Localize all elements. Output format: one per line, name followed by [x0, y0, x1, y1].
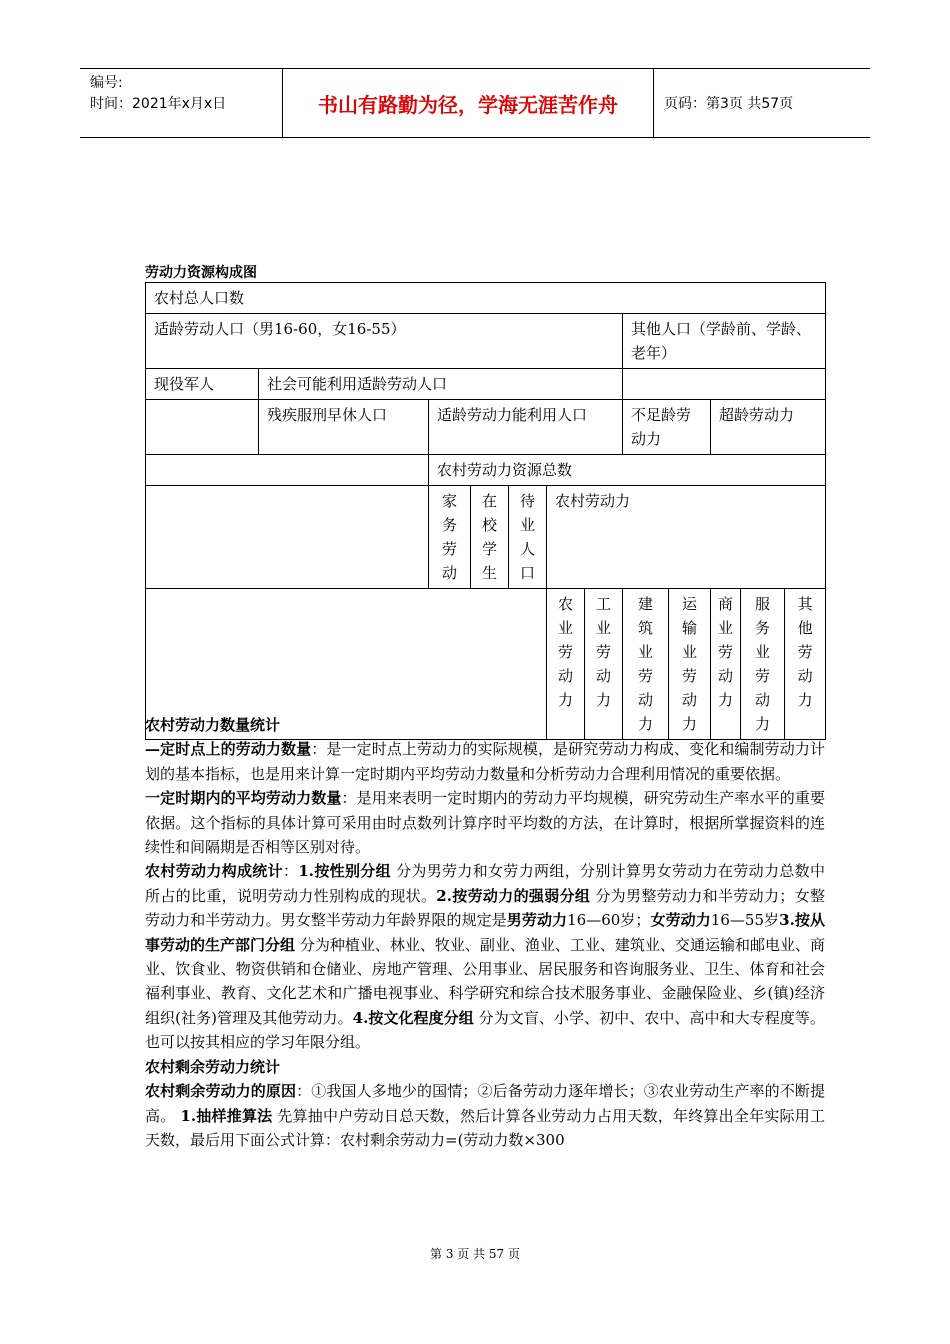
sector-other-cell: 其 他 劳 动 力 [785, 589, 826, 740]
sector-commerce-cell: 商 业 劳 动 力 [711, 589, 741, 740]
unemployed-cell: 待 业 人 口 [509, 486, 547, 589]
working-age-cell: 适龄劳动人口（男16-60，女16-55） [146, 314, 623, 369]
section-heading: 农村劳动力数量统计 [145, 716, 281, 734]
total-labor-resources-cell: 农村劳动力资源总数 [429, 455, 826, 486]
time-label: 时间：2021年x月x日 [90, 96, 227, 112]
students-cell: 在 校 学 生 [471, 486, 509, 589]
soldiers-cell: 现役军人 [146, 369, 259, 400]
total-population-cell: 农村总人口数 [146, 283, 826, 314]
sector-construction-cell: 建 筑 业 劳 动 力 [623, 589, 669, 740]
sector-service-cell: 服 务 业 劳 动 力 [741, 589, 785, 740]
paragraph: 农村剩余劳动力的原因：①我国人多地少的国情；②后备劳动力逐年增长；③农业劳动生产率的不断提高。 1.抽样推算法 先算抽中户劳动日总天数，然后计算各业劳动力占用天数，年终算出全年实际用工天数，最后用下面公式计算：农村剩余劳动力=(劳动力数×300 [145, 1082, 825, 1149]
other-population-cell: 其他人口（学龄前、学龄、老年） [623, 314, 826, 369]
empty-cell [146, 400, 259, 455]
rural-labor-cell: 农村劳动力 [547, 486, 826, 589]
header-meta [80, 69, 283, 137]
underage-labor-cell: 不足龄劳动力 [623, 400, 711, 455]
sector-industry-cell: 工 业 劳 动 力 [585, 589, 623, 740]
housework-cell: 家 务 劳 动 [429, 486, 471, 589]
empty-cell [146, 486, 429, 589]
header-motto: 书山有路勤为径，学海无涯苦作舟 [283, 69, 654, 137]
paragraph: 农村劳动力构成统计：1.按性别分组 分为男劳力和女劳力两组，分别计算男女劳动力在劳动力总数中所占的比重，说明劳动力性别构成的现状。2.按劳动力的强弱分组 分为男整劳动力和半劳动力；女整劳动力和半劳动力。男女整半劳动力年龄界限的规定是男劳动力16—60岁；女劳动力16—55岁3.按从事劳动的生产部门分组 分为种植业、林业、牧业、副业、渔业、工业、建筑业、交通运输和邮电业、商业、饮食业、物资供销和仓储业、房地产管理、公用事业、居民服务和咨询服务业、卫生、体育和社会福利事业、教育、文化艺术和广播电视事业、科学研究和综合技术服务事业、金融保险业、乡(镇)经济组织(社务)管理及其他劳动力。4.按文化程度分组 分为文盲、小学、初中、农中、高中和大专程度等。也可以按其相应的学习年限分组。 [145, 862, 825, 1052]
labor-structure-diagram [145, 282, 826, 740]
diagram-title: 劳动力资源构成图 [145, 265, 257, 281]
usable-working-age-cell: 社会可能利用适龄劳动人口 [259, 369, 623, 400]
header-page-info: 页码：第3页 共57页 [664, 96, 794, 112]
page-header [80, 68, 870, 138]
page-footer: 第 3 页 共 57 页 [430, 1247, 520, 1261]
section-heading: 农村剩余劳动力统计 [145, 1057, 281, 1076]
paragraph: 一定时期内的平均劳动力数量：是用来表明一定时期内的劳动力平均规模，研究劳动生产率水平的重要依据。这个指标的具体计算可采用由时点数列计算序时平均数的方法，在计算时，根据所掌握资料的连续性和间隔期是否相等区别对待。 [145, 789, 825, 857]
empty-cell [146, 455, 429, 486]
body-text [145, 713, 825, 1152]
number-label: 编号: [90, 75, 123, 91]
empty-cell [623, 369, 826, 400]
paragraph: —定时点上的劳动力数量：是一定时点上劳动力的实际规模，是研究劳动力构成、变化和编制劳动力计划的基本指标，也是用来计算一定时期内平均劳动力数量和分析劳动力合理利用情况的重要依据。 [145, 740, 825, 783]
overage-labor-cell: 超龄劳动力 [711, 400, 826, 455]
sector-agriculture-cell: 农 业 劳 动 力 [547, 589, 585, 740]
usable-labor-cell: 适龄劳动力能利用人口 [429, 400, 623, 455]
disabled-cell: 残疾服刑早休人口 [259, 400, 429, 455]
sector-transport-cell: 运 输 业 劳 动 力 [669, 589, 711, 740]
